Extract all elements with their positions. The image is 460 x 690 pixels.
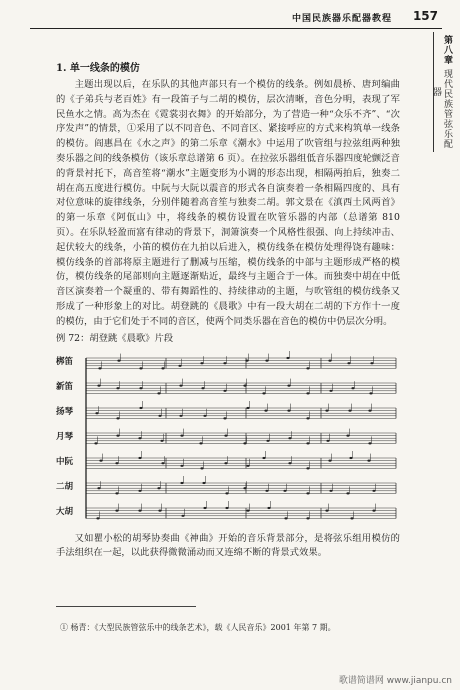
note-head	[116, 434, 119, 436]
note-head	[325, 509, 328, 511]
note-head	[94, 442, 97, 444]
note-head	[157, 487, 160, 489]
instrument-label: 新笛	[56, 381, 74, 392]
note-head	[224, 462, 227, 464]
note-head	[202, 481, 205, 483]
note-head	[225, 492, 228, 494]
note-head	[243, 487, 246, 489]
note-head	[346, 434, 349, 436]
note-head	[115, 492, 118, 494]
note-head	[117, 359, 120, 361]
chapter-label: 第八章	[442, 35, 452, 66]
note-head	[223, 362, 226, 364]
note-head	[161, 462, 164, 464]
example-caption: 例 72：胡登跳《晨歌》片段	[56, 332, 174, 344]
note-head	[115, 509, 118, 511]
note-head	[266, 439, 269, 441]
note-head	[265, 359, 268, 361]
note-head	[245, 359, 248, 361]
note-head	[370, 362, 373, 364]
footnote: ① 杨青：《大型民族管弦乐中的线条艺术》，载《人民音乐》2001 年第 7 期。	[60, 623, 336, 632]
instrument-label: 月琴	[56, 431, 74, 442]
note-head	[160, 439, 163, 441]
section-title: 1. 单一线条的模仿	[56, 63, 140, 74]
note-head	[287, 409, 290, 411]
main-content	[56, 62, 400, 561]
instrument-label: 大胡	[56, 506, 74, 517]
note-head	[372, 489, 375, 491]
note-head	[267, 506, 270, 508]
note-head	[306, 442, 309, 444]
music-score-excerpt	[56, 348, 400, 526]
note-head	[348, 409, 351, 411]
note-head	[178, 364, 181, 366]
note-head	[200, 467, 203, 469]
paragraph-1: 主题出现以后，在乐队的其他声部只有一个模仿的线条。例如晨桥、唐珂编曲的《子弟兵与老百姓》有一段笛子与二胡的模仿，层次清晰，音色分明，表现了军民鱼水之情。高为杰在《霓裳羽衣舞》的开始部分，为了营造一种“众乐不齐”、“次序发声”的情景，①采用了以不同音色、不同音区、紧接呼应的方式来构筑单一线条的模仿。阎惠昌在《水之声》的第二乐章《潮水》中运用了吹管组与拉弦组两种独奏乐器之间的线条模仿（该乐章总谱第 6 页）。在拉弦乐器组低音乐器四度轮颤泛音的背景衬托下，高音笙将“潮水”主题变形为小调的形态出现，相隔两拍后，独奏二胡在高五度进行模仿。中阮与大阮以震音的形式各自演奏着一条相隔四度的、具有对位意味的旋律线条，分别伴随着高音笙与独奏二胡。郭文景在《滇西土风两首》的第一乐章《阿佤山》中，将线条的模仿设置在吹管乐器的内部（总谱第 810 页）。在乐队轻盈而富有律动的背景下，洞箫演奏一个风格性很强、向上持续冲击、起伏较大的线条，小笛的模仿在九拍以后进入，模仿线条在模仿处理得饶有趣味：模仿线条的首部将原主题进行了删减与压缩，模仿线条的中部与主题形成严格的模仿，模仿线条的尾部则向主题逐渐贴近，最终与主题合于一体。而独奏中胡在中低音区演奏着一个凝重的、带有舞蹈性的、持续律动的主题，与吹管组的模仿线条又形成了一种形象上的对比。胡登跳的《晨歌》中有一段大胡在二胡的下方作十一度的模仿，由于它们处于不同的音区，使两个同类乐器在音色的模仿中仍层次分明。	[56, 79, 400, 327]
note-head	[287, 384, 290, 386]
note-head	[306, 392, 309, 394]
note-head	[199, 442, 202, 444]
note-head	[158, 414, 161, 416]
chapter-sidebar	[433, 32, 452, 152]
paragraph-2: 又如瞿小松的胡琴协奏曲《神曲》开始的音乐背景部分，是将弦乐组用模仿的手法组织在一起，以此获得微微涌动而又连绵不断的背景式效果。	[56, 532, 400, 559]
note-head	[203, 506, 206, 508]
note-head	[138, 489, 141, 491]
note-head	[96, 517, 99, 519]
note-head	[288, 437, 291, 439]
note-head	[243, 442, 246, 444]
note-head	[284, 517, 287, 519]
note-head	[99, 459, 102, 461]
note-head	[139, 387, 142, 389]
watermark: 歌谱简谱网 www.jianpu.cn	[338, 676, 452, 686]
note-head	[347, 362, 350, 364]
note-head	[116, 387, 119, 389]
note-head	[139, 406, 142, 408]
note-head	[223, 417, 226, 419]
note-head	[200, 362, 203, 364]
note-head	[138, 456, 141, 458]
note-head	[98, 367, 101, 369]
note-head	[201, 387, 204, 389]
note-head	[246, 464, 249, 466]
instrument-label: 梆笛	[56, 356, 74, 367]
note-head	[262, 456, 265, 458]
note-head	[306, 517, 309, 519]
note-head	[328, 459, 331, 461]
note-head	[179, 414, 182, 416]
instrument-label: 二胡	[56, 481, 74, 492]
note-head	[264, 409, 267, 411]
note-head	[116, 417, 119, 419]
note-head	[368, 442, 371, 444]
note-head	[225, 506, 228, 508]
page-number: 157	[412, 9, 438, 23]
note-head	[286, 356, 289, 358]
note-head	[180, 464, 183, 466]
note-head	[306, 492, 309, 494]
note-head	[223, 389, 226, 391]
note-head	[180, 434, 183, 436]
note-head	[372, 509, 375, 511]
note-head	[158, 509, 161, 511]
note-head	[265, 489, 268, 491]
note-head	[288, 462, 291, 464]
note-head	[138, 509, 141, 511]
note-head	[115, 462, 118, 464]
note-head	[351, 387, 354, 389]
note-head	[138, 437, 141, 439]
footnote-rule	[56, 606, 196, 607]
note-head	[326, 439, 329, 441]
note-head	[306, 467, 309, 469]
note-head	[97, 384, 100, 386]
page-header	[30, 8, 442, 29]
note-head	[246, 406, 249, 408]
note-head	[180, 481, 183, 483]
chapter-title: 现代民族管弦乐配器	[431, 68, 452, 149]
note-head	[139, 367, 142, 369]
note-head	[203, 414, 206, 416]
note-head	[306, 417, 309, 419]
note-head	[346, 492, 349, 494]
note-head	[262, 392, 265, 394]
note-head	[161, 367, 164, 369]
note-head	[224, 434, 227, 436]
instrument-label: 中阮	[56, 456, 74, 467]
note-head	[368, 409, 371, 411]
note-head	[283, 489, 286, 491]
note-head	[369, 392, 372, 394]
note-head	[325, 409, 328, 411]
instrument-label: 扬琴	[56, 406, 74, 417]
note-head	[349, 456, 352, 458]
note-head	[246, 509, 249, 511]
note-head	[329, 389, 332, 391]
note-head	[157, 392, 160, 394]
note-head	[243, 384, 246, 386]
score-staves	[56, 348, 400, 526]
note-head	[328, 359, 331, 361]
running-head: 中国民族器乐配器教程	[291, 14, 392, 24]
note-head	[97, 487, 100, 489]
note-head	[181, 514, 184, 516]
note-head	[350, 517, 353, 519]
note-head	[306, 367, 309, 369]
note-head	[95, 412, 98, 414]
note-head	[329, 489, 332, 491]
note-head	[179, 384, 182, 386]
note-head	[367, 459, 370, 461]
